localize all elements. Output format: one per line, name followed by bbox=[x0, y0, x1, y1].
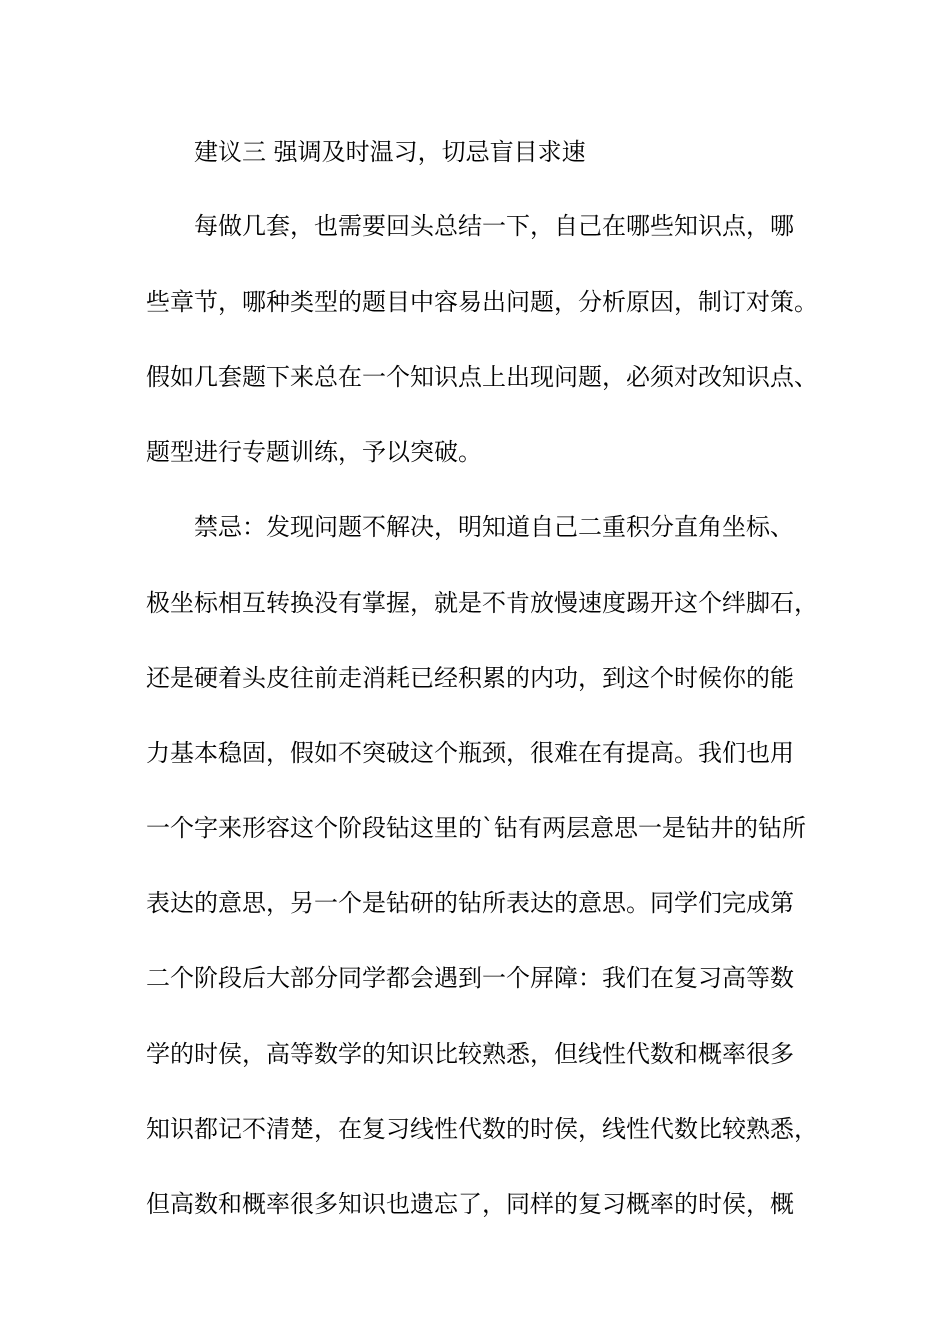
paragraph-line: 知识都记不清楚，在复习线性代数的时侯，线性代数比较熟悉， bbox=[146, 1115, 818, 1143]
paragraph-line: 力基本稳固，假如不突破这个瓶颈，很难在有提高。我们也用 bbox=[146, 739, 794, 767]
paragraph-line: 题型进行专题训练，予以突破。 bbox=[146, 438, 482, 466]
paragraph-line: 一个字来形容这个阶段钻这里的`钻有两层意思一是钻井的钻所 bbox=[146, 814, 806, 842]
paragraph-line: 二个阶段后大部分同学都会遇到一个屏障：我们在复习高等数 bbox=[146, 964, 794, 992]
paragraph-line: 极坐标相互转换没有掌握，就是不肯放慢速度踢开这个绊脚石， bbox=[146, 589, 818, 617]
paragraph-line: 但高数和概率很多知识也遗忘了，同样的复习概率的时侯，概 bbox=[146, 1190, 794, 1218]
section-heading: 建议三 强调及时温习，切忌盲目求速 bbox=[194, 138, 586, 166]
paragraph-line: 表达的意思，另一个是钻研的钻所表达的意思。同学们完成第 bbox=[146, 889, 794, 917]
paragraph-line: 还是硬着头皮往前走消耗已经积累的内功，到这个时候你的能 bbox=[146, 664, 794, 692]
paragraph-line: 些章节，哪种类型的题目中容易出问题，分析原因，制订对策。 bbox=[146, 288, 818, 316]
paragraph-line: 假如几套题下来总在一个知识点上出现问题，必须对改知识点、 bbox=[146, 363, 818, 391]
paragraph-line: 禁忌：发现问题不解决，明知道自己二重积分直角坐标、 bbox=[194, 513, 794, 541]
paragraph-line: 学的时侯，高等数学的知识比较熟悉，但线性代数和概率很多 bbox=[146, 1040, 794, 1068]
paragraph-line: 每做几套，也需要回头总结一下，自己在哪些知识点，哪 bbox=[194, 212, 794, 240]
